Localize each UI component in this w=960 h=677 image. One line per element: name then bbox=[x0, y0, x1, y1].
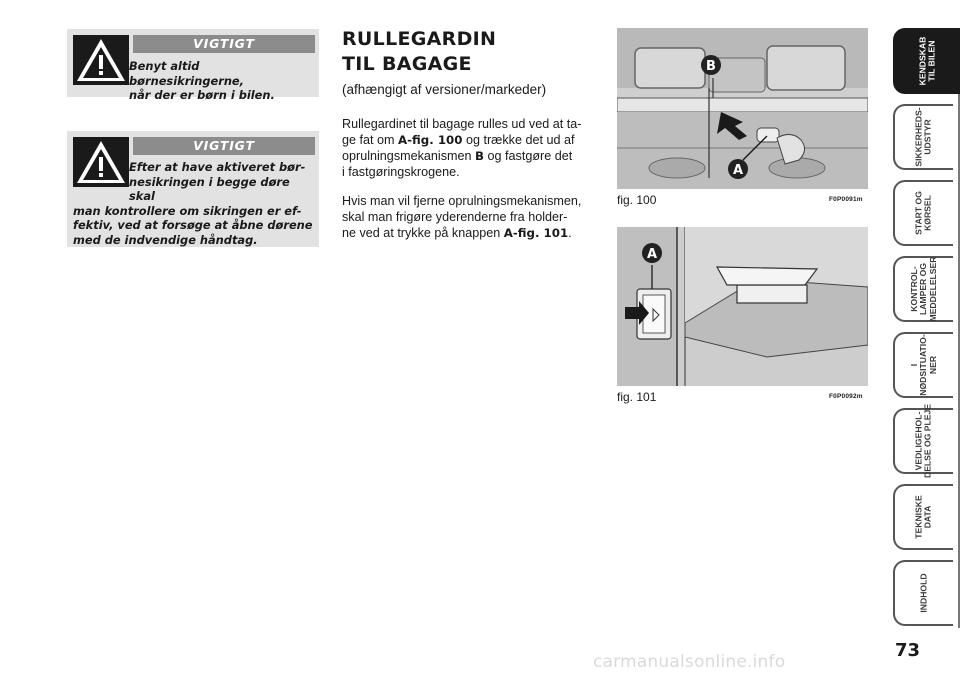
warning-header: VIGTIGT bbox=[133, 137, 315, 155]
warning-text: Benyt altid børnesikringerne, når der er børn i bilen. bbox=[129, 59, 275, 103]
figure-100-image bbox=[617, 28, 868, 189]
warning-triangle-icon bbox=[73, 35, 129, 85]
figure-101-code: F0P0092m bbox=[829, 393, 863, 400]
tab-nodsituationer[interactable]: I NØDSITUATIO- NER bbox=[893, 332, 953, 398]
figure-label-b: B bbox=[706, 59, 716, 74]
figure-101-image bbox=[617, 227, 868, 386]
figure-100-code: F0P0091m bbox=[829, 196, 863, 203]
tab-start-og-korsel[interactable]: START OG KØRSEL bbox=[893, 180, 953, 246]
tab-kontrollamper[interactable]: KONTROL- LAMPER OG MEDDELELSER bbox=[893, 256, 953, 322]
tab-tekniske-data[interactable]: TEKNISKE DATA bbox=[893, 484, 953, 550]
tab-vedligeholdelse[interactable]: VEDLIGEHOL- DELSE OG PLEJE bbox=[893, 408, 953, 474]
tab-kendskab-til-bilen[interactable]: KENDSKAB TIL BILEN bbox=[893, 28, 960, 94]
watermark: carmanualsonline.info bbox=[593, 652, 786, 672]
tab-indhold[interactable]: INDHOLD bbox=[893, 560, 953, 626]
figure-label-a: A bbox=[646, 247, 658, 262]
warning-header: VIGTIGT bbox=[133, 35, 315, 53]
warning-box-door-check bbox=[67, 131, 319, 247]
figure-100-caption: fig. 100 bbox=[617, 193, 657, 207]
tab-sikkerhedsudstyr[interactable]: SIKKERHEDS- UDSTYR bbox=[893, 104, 953, 170]
section-subtitle: (afhængigt af versioner/markeder) bbox=[342, 82, 547, 97]
paragraph-remove: Hvis man vil fjerne oprulningsmekanismen, skal man frigøre yderenderne fra holder- ne ved at trykke på knappen A-fig. 101. bbox=[342, 194, 582, 240]
warning-box-child-locks bbox=[67, 29, 319, 103]
figure-label-a: A bbox=[732, 163, 744, 178]
page-number: 73 bbox=[895, 640, 921, 661]
figure-101-caption: fig. 101 bbox=[617, 390, 657, 404]
paragraph-pull-out: Rullegardinet til bagage rulles ud ved at ta- ge fat om A-fig. 100 og trække det ud af oprulningsmekanismen B og fastgøre det i fastgøringskrogene. bbox=[342, 117, 582, 179]
warning-text: Efter at have aktiveret bør- nesikringen i begge døre skal man kontrollere om sikringen er ef- fektiv, ved at forsøge at åbne dørene med de indvendige håndtag. bbox=[73, 160, 313, 247]
section-title: RULLEGARDIN TIL BAGAGE bbox=[342, 28, 497, 75]
